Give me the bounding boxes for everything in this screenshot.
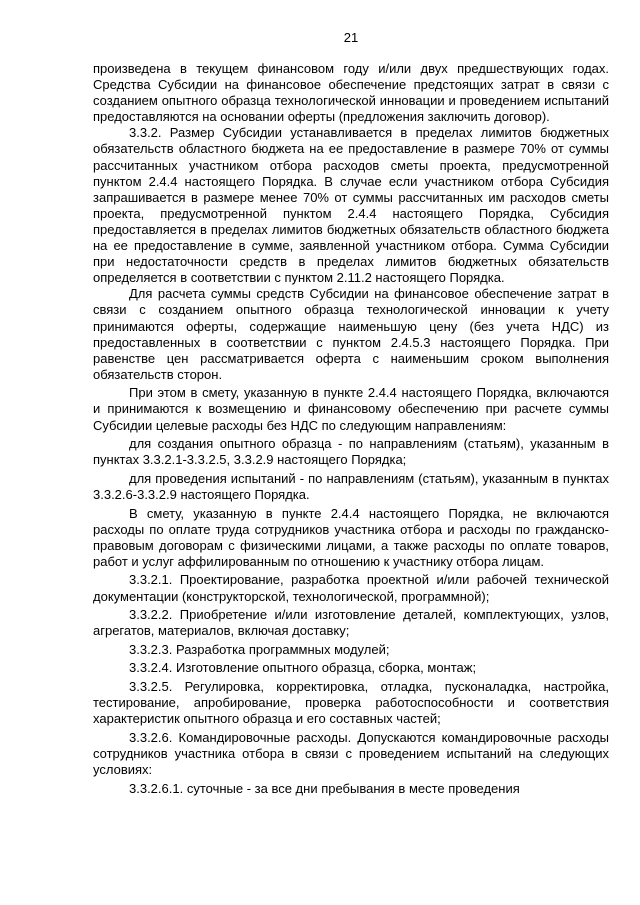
paragraph-prototype-directions: для создания опытного образца - по направлениям (статьям), указанным в пунктах 3.3.2.1-3.3.2.5, 3.3.2.9 настоящего Порядка; <box>93 436 609 468</box>
paragraph-3-3-2-3: 3.3.2.3. Разработка программных модулей; <box>129 641 390 657</box>
paragraph-excluded-expenses: В смету, указанную в пункте 2.4.4 настоящего Порядка, не включаются расходы по оплате труда сотрудников участника отбора и расходы по гражданско-правовым договорам с физическими лицами, а также расходы по оплате товаров, работ и услуг аффилированным по отношению к участнику отбора лицам. <box>93 505 609 569</box>
document-page <box>93 30 609 797</box>
paragraph-estimate-directions: При этом в смету, указанную в пункте 2.4.4 настоящего Порядка, включаются и принимаются к возмещению и финансовому обеспечению при расчете суммы Субсидии целевые расходы без НДС по следующим направлениям: <box>93 385 609 433</box>
paragraph-3-3-2-6: 3.3.2.6. Командировочные расходы. Допускаются командировочные расходы сотрудников участника отбора в связи с проведением испытаний на следующих условиях: <box>93 729 609 777</box>
paragraph-3-3-2-6-1: 3.3.2.6.1. суточные - за все дни пребывания в месте проведения <box>129 780 520 796</box>
paragraph-calculation-offers: Для расчета суммы средств Субсидии на финансовое обеспечение затрат в связи с созданием опытного образца технологической инновации к учету принимаются оферты, содержащие наименьшую цену (без учета НДС) из предоставленных в соответствии с пунктом 2.4.5.3 настоящего Порядка. При равенстве цен рассматривается оферта с наименьшим сроком выполнения обязательств сторон. <box>93 286 609 382</box>
paragraph-3-3-2-2: 3.3.2.2. Приобретение и/или изготовление деталей, комплектующих, узлов, агрегатов, материалов, включая доставку; <box>93 607 609 639</box>
paragraph-testing-directions: для проведения испытаний - по направлениям (статьям), указанным в пунктах 3.3.2.6-3.3.2.9 настоящего Порядка. <box>93 470 609 502</box>
page-number: 21 <box>343 30 359 45</box>
paragraph-3-3-2-4: 3.3.2.4. Изготовление опытного образца, сборка, монтаж; <box>129 660 477 676</box>
paragraph-3-3-2-5: 3.3.2.5. Регулировка, корректировка, отладка, пусконаладка, настройка, тестирование, апробирование, проверка работоспособности и соответствия характеристик опытного образца и его составных частей; <box>93 678 609 727</box>
paragraph-3-3-2: 3.3.2. Размер Субсидии устанавливается в пределах лимитов бюджетных обязательств областного бюджета на ее предоставление в размере 70% от суммы рассчитанных участником отбора расходов сметы проекта, предусмотренной пунктом 2.4.4 настоящего Порядка. В случае если участником отбора Субсидия запрашивается в размере менее 70% от суммы рассчитанных им расходов сметы проекта, предусмотренной пунктом 2.4.4 настоящего Порядка, Субсидия предоставляется в пределах лимитов бюджетных обязательств областного бюджета на ее предоставление в сумме, заявленной участником отбора. Сумма Субсидии при недостаточности средств в пределах лимитов бюджетных обязательств определяется в соответствии с пунктом 2.11.2 настоящего Порядка. <box>93 125 609 286</box>
paragraph-3-3-2-1: 3.3.2.1. Проектирование, разработка проектной и/или рабочей технической документации (конструкторской, технологической, программной); <box>93 572 609 604</box>
paragraph-continuation: произведена в текущем финансовом году и/или двух предшествующих годах. Средства Субсидии на финансовое обеспечение предстоящих затрат в связи с созданием опытного образца технологической инновации и проведением испытаний предоставляются на основании оферты (предложения заключить договор). <box>93 61 609 125</box>
